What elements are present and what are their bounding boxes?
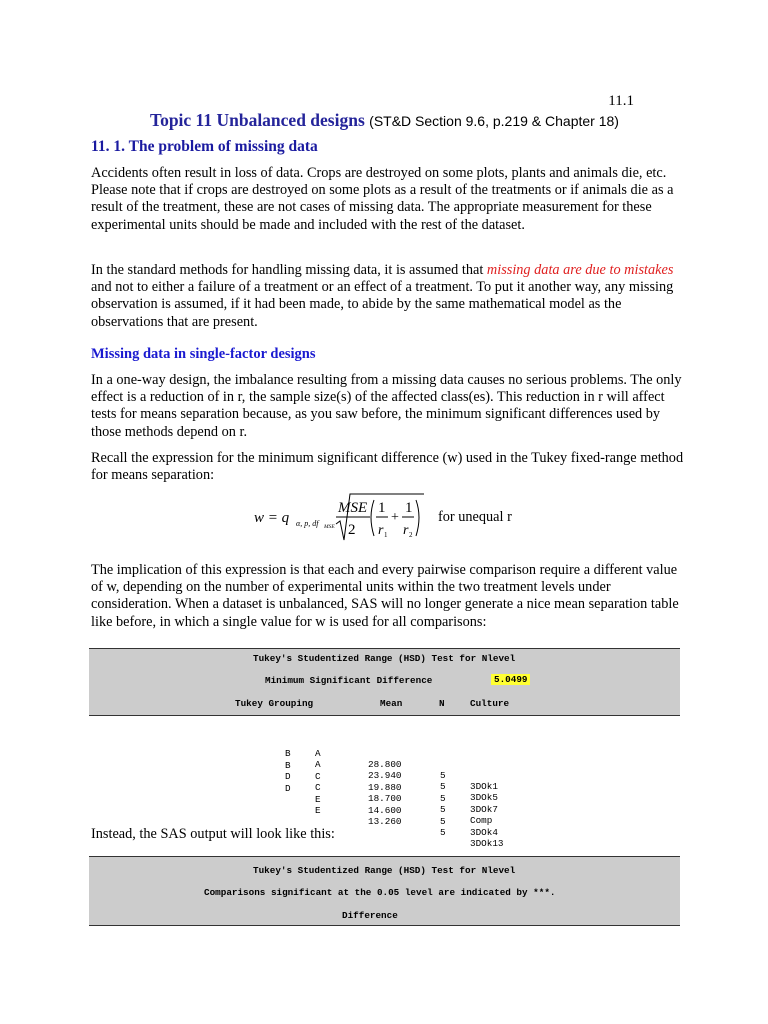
formula-one-1: 1 bbox=[378, 500, 386, 516]
sas-output-header-2 bbox=[89, 856, 680, 926]
cell-group-1: D bbox=[285, 782, 291, 794]
cell-mean: 18.700 bbox=[368, 793, 402, 805]
paragraph-2 bbox=[91, 262, 691, 331]
sas1-msd-value: 5.0499 bbox=[491, 674, 530, 685]
cell-n: 5 bbox=[440, 827, 446, 838]
cell-culture: 3DOk13 bbox=[470, 838, 504, 849]
title-reference: (ST&D Section 9.6, p.219 & Chapter 18) bbox=[369, 113, 619, 129]
paragraph-6: Instead, the SAS output will look like this: bbox=[91, 826, 335, 842]
sas2-line-2: Comparisons significant at the 0.05 level are indicated by ***. bbox=[204, 887, 556, 898]
cell-group-2: E bbox=[315, 805, 321, 816]
paragraph-5: The implication of this expression is that each and every pairwise comparison require a different value of w, depending on the number of experimental units within the two treatment levels under consideration. When a dataset is unbalanced, SAS will no longer generate a nice mean separation table like before, in which a single value for w is used for all comparisons: bbox=[91, 562, 679, 630]
sas2-line-3: Difference bbox=[342, 910, 398, 921]
sas1-title: Tukey's Studentized Range (HSD) Test for Nlevel bbox=[253, 653, 516, 664]
cell-culture: 3DOk4 bbox=[470, 826, 498, 838]
cell-group-1: B bbox=[285, 748, 291, 760]
sas1-header-n: N bbox=[439, 698, 445, 709]
subheading: Missing data in single-factor designs bbox=[91, 346, 316, 362]
sas1-header-mean: Mean bbox=[380, 698, 403, 709]
formula-numerator: MSE bbox=[338, 500, 368, 516]
cell-mean: 13.260 bbox=[368, 816, 402, 827]
cell-n: 5 bbox=[440, 770, 446, 781]
cell-mean: 19.880 bbox=[368, 781, 402, 793]
cell-group-1: B bbox=[285, 759, 291, 771]
paragraph-2-after: and not to either a failure of a treatment or an effect of a treatment. To put it another way, any missing observation is assumed, if it had been made, to abide by the same mathematical model as the observations that are present. bbox=[91, 279, 674, 330]
formula-denominator: 2 bbox=[348, 522, 356, 538]
cell-group-2: C bbox=[315, 782, 321, 794]
page-title bbox=[150, 110, 619, 131]
title-main: Topic 11 Unbalanced designs bbox=[150, 110, 365, 130]
formula-sub: α, p, df bbox=[296, 519, 319, 528]
cell-group-2: E bbox=[315, 793, 321, 805]
cell-culture: Comp bbox=[470, 815, 493, 827]
formula-label: for unequal r bbox=[438, 509, 512, 525]
sas1-header-grouping: Tukey Grouping bbox=[235, 698, 314, 709]
formula-subsub: MSE bbox=[324, 524, 335, 530]
formula-r2-index: 2 bbox=[409, 531, 413, 539]
paragraph-2-before: In the standard methods for handling missing data, it is assumed that bbox=[91, 262, 487, 278]
formula-r1: r bbox=[378, 523, 384, 538]
sas-output-header-1 bbox=[89, 648, 680, 716]
paragraph-2-highlight: missing data are due to mistakes bbox=[486, 262, 674, 278]
cell-mean: 23.940 bbox=[368, 770, 402, 782]
cell-culture: 3DOk5 bbox=[470, 792, 498, 804]
cell-n: 5 bbox=[440, 792, 446, 804]
cell-group-2: C bbox=[315, 770, 321, 782]
formula-r1-index: 1 bbox=[384, 531, 388, 539]
sas1-msd-label: Minimum Significant Difference bbox=[265, 675, 433, 686]
cell-n: 5 bbox=[440, 804, 446, 816]
formula-r2: r bbox=[403, 523, 409, 538]
left-paren bbox=[371, 500, 374, 536]
sas2-title: Tukey's Studentized Range (HSD) Test for Nlevel bbox=[253, 865, 516, 876]
cell-group-2: A bbox=[315, 759, 321, 771]
cell-mean: 14.600 bbox=[368, 804, 402, 816]
cell-culture: 3DOk1 bbox=[470, 781, 498, 792]
paragraph-1: Accidents often result in loss of data. Crops are destroyed on some plots, plants and animals die, etc. Please note that if crops are destroyed on some plots as a result of the treatments or if animals die as a result of the treatment, these are not cases of missing data. The appropriate measurement for these experimental units should be made and included with the rest of the dataset. bbox=[91, 165, 674, 233]
cell-n: 5 bbox=[440, 781, 446, 793]
formula-one-2: 1 bbox=[405, 500, 413, 516]
plus-sign: + bbox=[391, 510, 399, 525]
paragraph-3: In a one-way design, the imbalance resulting from a missing data causes no serious problems. The only effect is a reduction of in r, the sample size(s) of the affected class(es). This reduction in r will affect tests for means separation because, as you saw before, the minimum significant differences used by those methods depend on r. bbox=[91, 372, 682, 440]
formula-graphic bbox=[252, 490, 442, 546]
right-paren bbox=[416, 500, 419, 536]
sas1-header-culture: Culture bbox=[470, 698, 510, 709]
cell-culture: 3DOk7 bbox=[470, 803, 498, 815]
paragraph-4: Recall the expression for the minimum significant difference (w) used in the Tukey fixed-range method for means separation: bbox=[91, 450, 684, 484]
cell-mean: 28.800 bbox=[368, 759, 402, 770]
page-number: 11.1 bbox=[608, 93, 634, 109]
cell-n: 5 bbox=[440, 815, 446, 827]
cell-group-1: D bbox=[285, 771, 291, 783]
cell-group-2: A bbox=[315, 748, 321, 759]
section-heading: 11. 1. The problem of missing data bbox=[91, 138, 318, 155]
formula-lhs: w = q bbox=[254, 510, 290, 526]
